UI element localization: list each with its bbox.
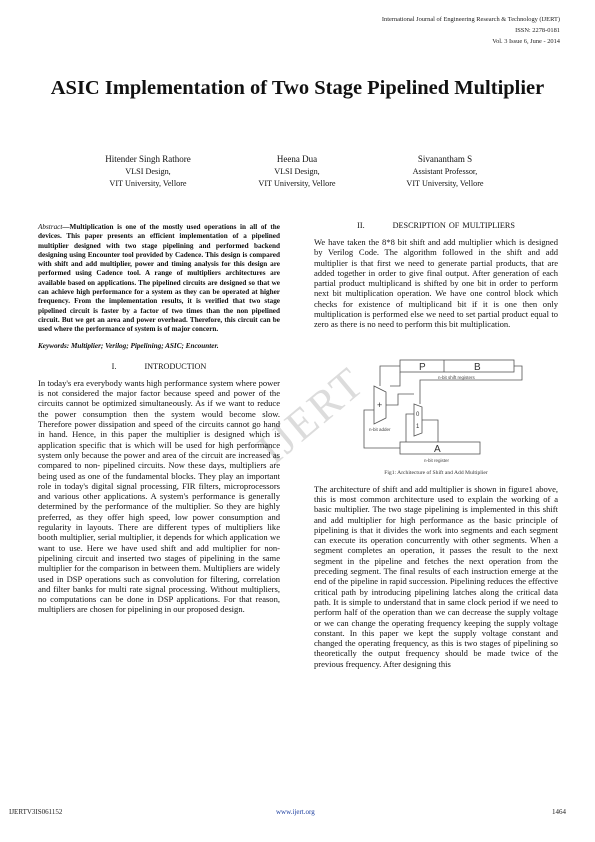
author-role: Assistant Professor, — [412, 166, 478, 176]
label-mux-0: 0 — [416, 411, 420, 418]
right-column — [314, 221, 558, 669]
author-name: Sivanantham S — [417, 154, 473, 164]
author-role: VLSI Design, — [125, 166, 171, 176]
footer-page-number: 1464 — [552, 808, 566, 816]
wire-p-feedback — [390, 372, 400, 386]
author-role: VLSI Design, — [274, 166, 320, 176]
section-heading-introduction — [38, 362, 280, 371]
description-paragraph-2: The architecture of shift and add multiplier is shown in figure1 above, this is most common architecture used to explain the working of a basic multiplier. The two stage pipelining is implemented in this shift and add multiplier for high performance as the basic principle of pipelining is that it divides the work into segments and each segment can execute its operation concurrently with other segments. When a segment completes an operation, it passes the result to the next segment in the pipeline and fetches the next operation from the preceding segment. The final results of each instruction emerge at the end of the pipeline in rapid succession. Pipelining reduces the effective critical path by introducing pipelining latches along the critical data path. It is simple to understand that in same clock period if we need to perform half of the operation than we can decrease the supply voltage or we can change the operating frequency keeping the supply voltage constant. In this paper we kept the supply voltage constant and changed the operating frequency, as this is two stages of pipelining so theoretically the output frequency should be made twice of the previous frequency. After designing this — [314, 483, 558, 669]
journal-issn: ISSN: 2278-0181 — [515, 27, 560, 34]
label-b: B — [474, 361, 481, 373]
wire-a-to-mux — [406, 414, 414, 442]
label-adder: n-bit adder — [369, 426, 391, 432]
author-name: Heena Dua — [276, 154, 318, 164]
section-title: INTRODUCTION — [144, 361, 207, 371]
author-2 — [222, 153, 372, 191]
wire-sum-to-p — [380, 366, 400, 386]
label-n-bit-register: n-bit register — [424, 457, 450, 463]
label-mux-1: 1 — [416, 423, 420, 430]
author-3 — [370, 153, 520, 191]
author-1 — [73, 153, 223, 191]
journal-header — [382, 14, 560, 47]
author-affiliation: VIT University, Vellore — [406, 179, 484, 188]
description-paragraph-1: We have taken the 8*8 bit shift and add multiplier which is designed by Verilog Code. The algorithm followed in the shift and add multiplier is that first we need to generate partial products, that are added together in order to give final output. After generation of each partial product multiplicand is shifted by one bit in order to perform next bit multiplication operation. We have one control block which checks for existence of multiplicand bit if it is one then only multiplication is performed else we need to set partial product equal to zero as there is no need to perform this bit multiplication. — [314, 237, 558, 330]
figure-1 — [314, 330, 558, 470]
shift-add-diagram — [314, 330, 558, 470]
journal-name: International Journal of Engineering Research & Technology (IJERT) — [381, 16, 560, 23]
abstract — [38, 223, 280, 335]
mux-symbol — [414, 404, 422, 436]
label-shift-register: n-bit shift registers — [438, 374, 475, 380]
section-heading-description — [314, 221, 558, 230]
footer-paper-id: IJERTV3IS061152 — [9, 808, 63, 816]
figure-caption: Fig1: Architecture of Shift and Add Multiplier — [384, 469, 488, 476]
shift-register-box — [400, 360, 514, 372]
label-plus: + — [377, 399, 383, 410]
footer-website-link[interactable]: www.ijert.org — [276, 808, 315, 816]
journal-volume: Vol. 3 Issue 6, June - 2014 — [492, 38, 560, 45]
author-affiliation: VIT University, Vellore — [258, 179, 336, 188]
watermark: IJERT — [248, 357, 374, 474]
abstract-text: —Multiplication is one of the mostly used operations in all of the devices. This paper presents an efficient implementation of a pipelined multiplier designed with two stage pipelining and performed backend designing using Encounter tool provided by Cadence. This design is compared with shift and add multiplier, power and timing analysis for this design are performed using Cadence tool. A range of multipliers architectures are available based on applications. The pipelined circuits are designed so that we can achieve high performance for a system as they can be operated at higher frequency. From the implementation results, it is verified that two stage pipelined circuit is faster by a factor of two times than the non pipelined circuit. But we get an area and power overhead. Therefore, this circuit can be used where the performance of system is of major concern. — [38, 223, 280, 334]
author-name: Hitender Singh Rathore — [105, 154, 191, 164]
left-column — [38, 223, 280, 615]
label-a: A — [434, 443, 441, 455]
paper-title: ASIC Implementation of Two Stage Pipelined Multiplier — [50, 77, 545, 99]
abstract-label: Abstract — [38, 223, 63, 231]
section-number: I. — [111, 361, 117, 371]
wire-adder-out — [386, 394, 414, 405]
wire-mux-to-a — [422, 420, 438, 442]
label-p: P — [419, 361, 426, 373]
introduction-paragraph: In today's era everybody wants high performance system where power is not considered the major factor because speed and power of the circuits cannot be optimized simultaneously. As if we want to reduce the power consumption then the system would become slow. Therefore power dissipation and speed of the circuits cannot go hand in hand. Hence, in this paper the multiplier is designed which is application specific that is which will be used for high performance system only because the power and area of the circuit are increased as compared to non- pipelined circuits. Now these days, multipliers are being used as one of the fundamental blocks. They play an important role in today's digital signal processing, FIR filters, microprocessors and various other applications. A system's performance is generally determined by the performance of the multiplier. So they are highly preferred, as they offer high speed, low power consumption and regularity in layouts. There are different types of multipliers like booth multiplier, serial multiplier, it depends for which application we want to use. Here we have used shift and add multiplier for non-pipelining circuit and inserted two stages of pipelining in the same multiplier for the comparison in between them. Multipliers are widely used in DSP operations such as convolution for filtering, correlation and filter banks for multi rate signal processing. Without multipliers, no computations can be done in DSP applications. For that reason, multipliers are chosen for pipelining in our proposed design. — [38, 377, 280, 615]
keywords: Keywords: Multiplier; Verilog; Pipelining; ASIC; Encounter. — [38, 341, 219, 350]
section-number: II. — [357, 221, 365, 230]
section-title: DESCRIPTION OF MULTIPLIERS — [392, 221, 515, 230]
author-affiliation: VIT University, Vellore — [109, 179, 187, 188]
